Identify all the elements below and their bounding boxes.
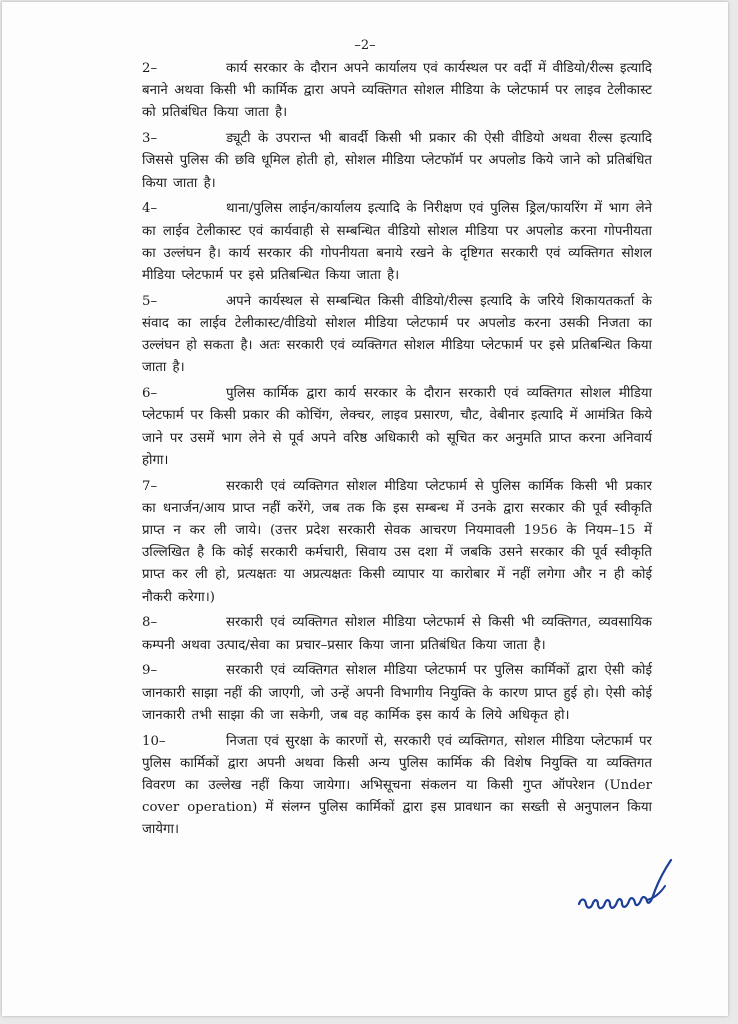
- paragraph-number: 6–: [142, 386, 158, 402]
- paragraph-5: [142, 291, 652, 380]
- paragraph-text: निजता एवं सुरक्षा के कारणों से, सरकारी एवं व्यक्तिगत, सोशल मीडिया प्लेटफार्म पर पुलिस कार्मिकों द्वारा अपनी अथवा किसी अन्य पुलिस कार्मिक की विशेष नियुक्ति या व्यक्तिगत विवरण का उल्लेख नहीं किया जायेगा। अभिसूचना संकलन या किसी गुप्त ऑपरेशन (Under cover operation) में संलग्न पुलिस कार्मिकों द्वारा इस प्रावधान का सख्ती से अनुपालन किया जायेगा।: [142, 733, 652, 838]
- paragraph-2: [142, 58, 652, 125]
- paragraph-number: 2–: [142, 61, 158, 76]
- paragraph-text: सरकारी एवं व्यक्तिगत सोशल मीडिया प्लेटफार्म से पुलिस कार्मिक किसी भी प्रकार का धनार्जन/आय प्राप्त नहीं करेंगे, जब तक कि इस सम्बन्ध में उनके द्वारा सरकार की पूर्व स्वीकृति प्राप्त न कर ली जाये। (उत्तर प्रदेश सरकारी सेवक आचरण नियमावली 1956 के नियम–15 में उल्लिखित है कि कोई सरकारी कर्मचारी, सिवाय उस दशा में जबकि उसने सरकार की पूर्व स्वीकृति प्राप्त कर ली हो, प्रत्यक्षतः या अप्रत्यक्षतः किसी व्यापार या कारोबार में नहीं लगेगा और न ही कोई नौकरी करेगा।): [142, 478, 652, 605]
- page-number: –2–: [354, 38, 376, 53]
- paragraph-4: [142, 198, 652, 287]
- paragraph-text: सरकारी एवं व्यक्तिगत सोशल मीडिया प्लेटफार्म से किसी भी व्यक्तिगत, व्यवसायिक कम्पनी अथवा उत्पाद/सेवा का प्रचार–प्रसार किया जाना प्रतिबंधित किया जाता है।: [142, 615, 652, 653]
- paragraph-9: [142, 660, 652, 727]
- paragraph-text: अपने कार्यस्थल से सम्बन्धित किसी वीडियो/रील्स इत्यादि के जरिये शिकायतकर्ता के संवाद का लाईव टेलीकास्ट/वीडियो सोशल मीडिया प्लेटफार्म पर अपलोड करना उसकी निजता का उल्लंघन हो सकता है। अतः सरकारी एवं व्यक्तिगत सोशल मीडिया प्लेटफार्म पर इसे प्रतिबन्धित किया जाता है।: [142, 293, 652, 376]
- paragraph-10: [142, 731, 652, 842]
- paragraph-number: 3–: [142, 131, 158, 147]
- paragraph-3: [142, 128, 652, 195]
- paragraph-text: कार्य सरकार के दौरान अपने कार्यालय एवं कार्यस्थल पर वर्दी में वीडियो/रील्स इत्यादि बनाने अथवा किसी भी कार्मिक द्वारा अपने व्यक्तिगत सोशल मीडिया के प्लेटफार्म पर लाइव टेलीकास्ट को प्रतिबंधित किया जाता है।: [142, 61, 652, 121]
- paragraph-number: 4–: [142, 201, 158, 217]
- paragraph-6: [142, 383, 652, 472]
- paragraph-text: सरकारी एवं व्यक्तिगत सोशल मीडिया प्लेटफार्म पर पुलिस कार्मिकों द्वारा ऐसी कोई जानकारी साझा नहीं की जाएगी, जो उन्हें अपनी विभागीय नियुक्ति के कारण प्राप्त हुई हो। ऐसी कोई जानकारी तभी साझा की जा सकेगी, जब वह कार्मिक इस कार्य के लिये अधिकृत हो।: [142, 663, 652, 723]
- paragraph-text: थाना/पुलिस लाईन/कार्यालय इत्यादि के निरीक्षण एवं पुलिस ड्रिल/फायरिंग में भाग लेने का लाईव टेलीकास्ट एवं कार्यवाही से सम्बन्धित वीडियो सोशल मीडिया पर अपलोड करना गोपनीयता का उल्लंघन है। कार्य सरकार की गोपनीयता बनाये रखने के दृष्टिगत सरकारी एवं व्यक्तिगत सोशल मीडिया प्लेटफार्म पर इसे प्रतिबन्धित किया जाता है।: [142, 201, 652, 284]
- paragraph-number: 8–: [142, 615, 158, 631]
- document-page: [2, 2, 728, 1016]
- paragraph-number: 10–: [142, 733, 166, 749]
- paragraph-7: [142, 476, 652, 609]
- paragraph-number: 5–: [142, 293, 158, 309]
- paragraph-number: 7–: [142, 478, 158, 494]
- paragraph-8: [142, 612, 652, 656]
- paragraph-text: ड्यूटी के उपरान्त भी बावर्दी किसी भी प्रकार की ऐसी वीडियो अथवा रील्स इत्यादि जिससे पुलिस की छवि धूमिल होती हो, सोशल मीडिया प्लेटफॉर्म पर अपलोड किये जाने को प्रतिबंधित किया जाता है।: [142, 131, 652, 191]
- document-body: [142, 58, 652, 845]
- paragraph-text: पुलिस कार्मिक द्वारा कार्य सरकार के दौरान सरकारी एवं व्यक्तिगत सोशल मीडिया प्लेटफार्म पर किसी प्रकार की कोचिंग, लेक्चर, लाइव प्रसारण, चौट, वेबीनार इत्यादि में आमंत्रित किये जाने पर उसमें भाग लेने से पूर्व अपने वरिष्ठ अधिकारी को सूचित कर अनुमति प्राप्त करना अनिवार्य होगा।: [142, 386, 652, 468]
- paragraph-number: 9–: [142, 663, 158, 679]
- handwritten-signature: [575, 854, 685, 924]
- signature-stroke: [579, 860, 671, 908]
